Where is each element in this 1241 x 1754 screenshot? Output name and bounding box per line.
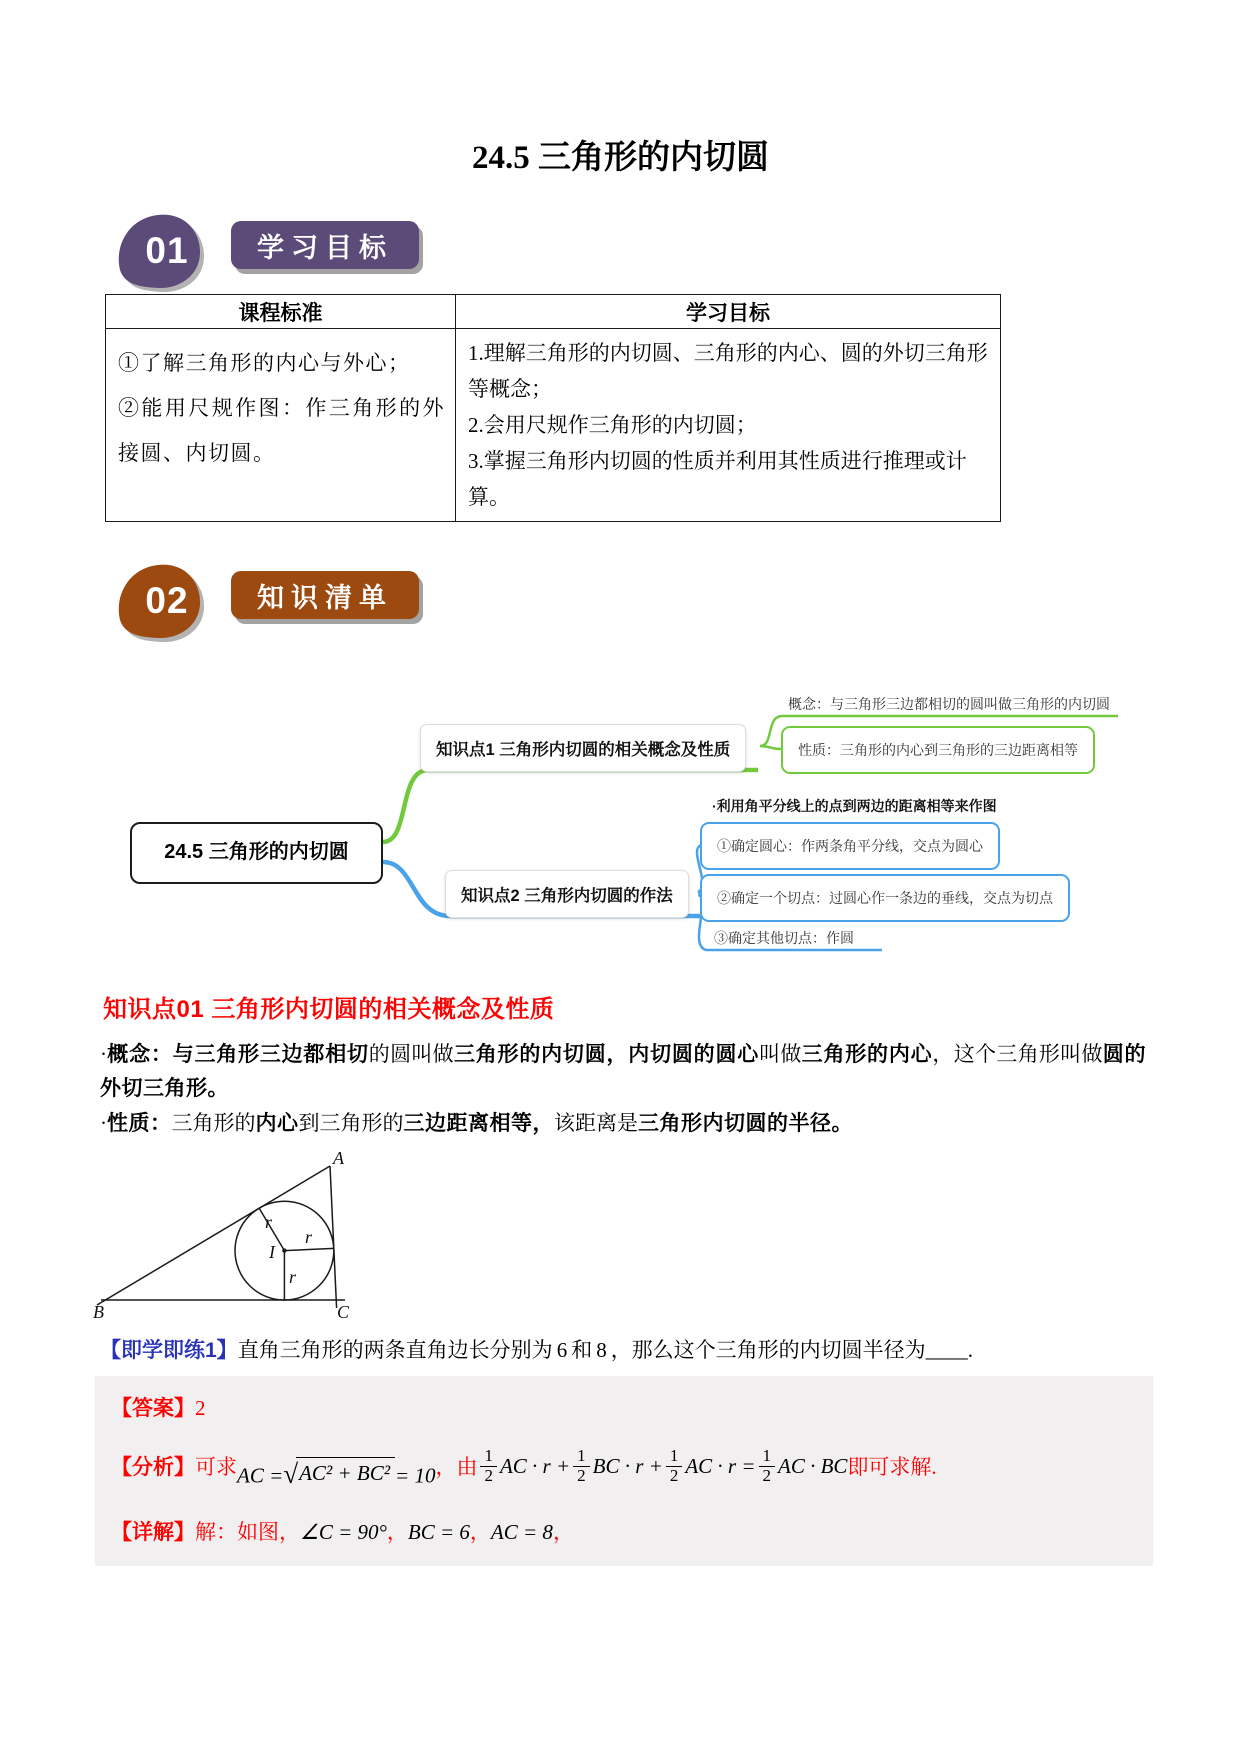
- incenter-label: I: [269, 1242, 275, 1262]
- section-01-banner: [231, 221, 419, 269]
- mindmap-property-box: 性质：三角形的内心到三角形的三边距离相等: [781, 726, 1095, 774]
- standards-cell: [106, 329, 456, 522]
- vertex-c-label: C: [337, 1302, 350, 1322]
- text-segment: ·: [100, 1111, 107, 1135]
- detail-tag: 【详解】: [111, 1521, 195, 1544]
- fraction-numerator: 1: [762, 1445, 772, 1465]
- radicand: AC² + BC²: [296, 1457, 395, 1486]
- math-segment: AC · r +: [499, 1453, 571, 1478]
- text-segment: 和: [571, 1338, 593, 1362]
- answer-row: [111, 1392, 206, 1422]
- mindmap-kp2-node: 知识点2 三角形内切圆的作法: [445, 870, 689, 918]
- analysis-row: [111, 1430, 937, 1502]
- text-segment: 圆的外切三角形。: [100, 1042, 1147, 1100]
- text-segment: 叫做: [759, 1042, 802, 1066]
- banner-label: 知识清单: [257, 582, 393, 613]
- text-segment: 内心: [255, 1111, 299, 1135]
- text-segment: 与三角形三边都相切: [172, 1042, 369, 1066]
- incircle-figure: [93, 1148, 371, 1326]
- practice-question: [100, 1334, 973, 1364]
- fraction-one-half: [480, 1447, 497, 1485]
- text-segment: ，由: [435, 1455, 478, 1479]
- text-segment: ，: [386, 1520, 408, 1544]
- section-number: 02: [145, 580, 189, 621]
- mindmap-step1-box: ①确定圆心：作两条角平分线，交点为圆心: [700, 822, 1000, 870]
- table-body-row: [106, 329, 1001, 522]
- radius-label: r: [305, 1227, 313, 1247]
- radical-sign-icon: √: [283, 1458, 299, 1489]
- text-segment: 可求: [195, 1455, 237, 1479]
- vertex-a-label: A: [333, 1148, 344, 1168]
- radius-label: r: [289, 1267, 297, 1287]
- fraction-denominator: 2: [573, 1466, 590, 1486]
- number-value: 6: [556, 1338, 568, 1362]
- math-segment: AC = 8: [490, 1520, 553, 1544]
- property-paragraph: [100, 1106, 1146, 1140]
- table-header-row: [106, 295, 1001, 329]
- text-segment: 三边距离相等，: [403, 1111, 554, 1135]
- objectives-cell: [456, 329, 1001, 522]
- section-number: 01: [145, 230, 189, 271]
- mindmap-concept-leaf: 概念：与三角形三边都相切的圆叫做三角形的内切圆: [788, 696, 1110, 712]
- text-segment: 即可求解.: [847, 1455, 937, 1479]
- goals-table: [105, 294, 1001, 522]
- formula-ac: [237, 1457, 435, 1489]
- fraction-one-half: [759, 1447, 776, 1485]
- text-segment: 三角形的: [171, 1111, 256, 1135]
- text-segment: 三角形内切圆的半径。: [638, 1111, 853, 1135]
- fraction-denominator: 2: [759, 1466, 776, 1486]
- fraction-numerator: 1: [577, 1445, 586, 1465]
- standard-item: ①了解三角形的内心与外心；: [118, 351, 411, 375]
- fraction-numerator: 1: [669, 1445, 679, 1465]
- incenter-point: [282, 1248, 286, 1252]
- mindmap-step3-leaf: ③确定其他切点：作圆: [714, 930, 854, 946]
- math-segment: AC · r =: [685, 1453, 756, 1478]
- radius-label: r: [265, 1212, 273, 1232]
- concept-paragraph: [100, 1037, 1146, 1105]
- solution-block: [95, 1376, 1153, 1566]
- column-header-standards: 课程标准: [106, 295, 456, 329]
- text-segment: .: [967, 1338, 973, 1362]
- fraction-denominator: 2: [480, 1466, 497, 1486]
- column-header-objectives: 学习目标: [456, 295, 1001, 329]
- text-segment: 到三角形的: [298, 1111, 404, 1135]
- branch-property: [760, 746, 781, 749]
- mindmap-kp1-node: 知识点1 三角形内切圆的相关概念及性质: [420, 724, 746, 772]
- objective-item: 3.掌握三角形内切圆的性质并利用其性质进行推理或计算。: [468, 449, 967, 509]
- number-value: 8: [596, 1338, 607, 1362]
- text-segment: 该距离是: [554, 1111, 638, 1135]
- practice-tag: 【即学即练1】: [100, 1339, 238, 1362]
- objective-item: 2.会用尺规作三角形的内切圆；: [468, 413, 757, 437]
- text-segment: ·: [100, 1042, 107, 1066]
- text-segment: ，: [552, 1520, 574, 1544]
- math-segment: AC · BC: [778, 1453, 848, 1478]
- standard-item: ②能用尺规作图：作三角形的外接圆、内切圆。: [118, 396, 445, 465]
- math-segment: ∠C = 90°: [300, 1520, 387, 1544]
- analysis-tag: 【分析】: [111, 1456, 195, 1479]
- text-segment: 解：如图，: [195, 1520, 300, 1544]
- text-segment: 概念：: [107, 1042, 173, 1066]
- text-segment: 三角形的内切圆，内切圆的圆心: [453, 1042, 760, 1066]
- side-ac: [330, 1166, 337, 1308]
- math-segment: AC =: [237, 1463, 284, 1488]
- math-segment: = 10: [395, 1463, 436, 1488]
- square-root: [283, 1457, 395, 1489]
- section-02-badge: [110, 558, 206, 644]
- section-01-badge: [110, 208, 206, 294]
- text-segment: 直角三角形的两条直角边长分别为: [237, 1338, 553, 1362]
- vertex-b-label: B: [93, 1302, 104, 1322]
- mindmap-root-node: 24.5 三角形的内切圆: [130, 822, 383, 884]
- fraction-one-half: [573, 1447, 590, 1485]
- answer-tag: 【答案】: [111, 1397, 195, 1420]
- detail-row: [111, 1516, 574, 1546]
- text-segment: ，这个三角形叫做: [932, 1042, 1103, 1066]
- section-02-banner: [231, 571, 419, 619]
- fraction-one-half: [666, 1447, 683, 1485]
- objective-item: 1.理解三角形的内切圆、三角形的内心、圆的外切三角形等概念；: [468, 341, 988, 401]
- mindmap-step2-box: ②确定一个切点：过圆心作一条边的垂线，交点为切点: [700, 874, 1070, 922]
- fraction-numerator: 1: [484, 1445, 493, 1465]
- math-segment: BC · r +: [592, 1453, 663, 1478]
- knowledge01-heading: 知识点01 三角形内切圆的相关概念及性质: [103, 996, 555, 1023]
- radius-to-ac: [284, 1248, 333, 1250]
- fraction-denominator: 2: [666, 1466, 683, 1486]
- banner-label: 学习目标: [257, 232, 393, 263]
- text-segment: 的圆叫做: [368, 1042, 454, 1066]
- mindmap-kp2-note: ·利用角平分线上的点到两边的距离相等来作图: [712, 798, 997, 814]
- text-segment: 性质：: [107, 1111, 172, 1135]
- page-title: 24.5 三角形的内切圆: [472, 140, 769, 176]
- math-segment: BC = 6: [407, 1520, 470, 1544]
- text-segment: ，: [469, 1520, 491, 1544]
- text-segment: ，那么这个三角形的内切圆半径为: [610, 1338, 926, 1362]
- answer-blank: ____: [925, 1338, 968, 1362]
- answer-value: 2: [195, 1396, 206, 1420]
- text-segment: 三角形的内心: [801, 1042, 933, 1066]
